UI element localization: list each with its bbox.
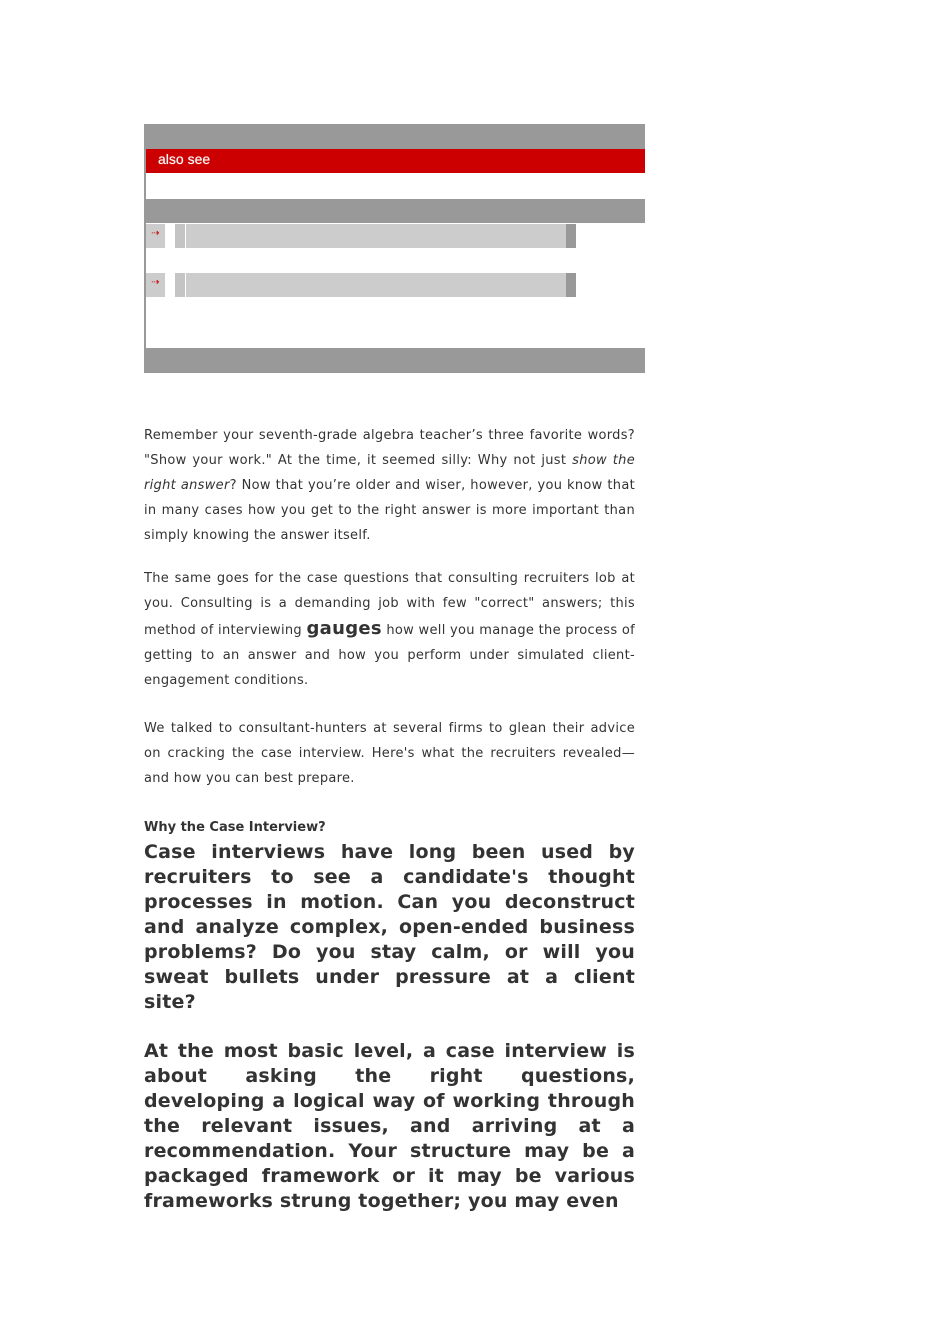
left-rule	[144, 149, 146, 373]
link-placeholder[interactable]	[186, 224, 566, 248]
section-why	[144, 818, 635, 838]
case-text-a: The same goes for the case questions that consulting recruiters lob at you. Consulting is a demanding job with few "correct" answers; this method of interviewing	[144, 571, 635, 638]
link-lead-cell	[175, 273, 185, 297]
bold-text-2: At the most basic level, a case interview is about asking the right questions, developing a logical way of working through the relevant issues, and arriving at a recommendation. Your structure may be a packaged framework or it may be various frameworks strung together; you may even	[144, 1040, 635, 1212]
arrow-icon: ⇢	[146, 224, 165, 248]
also-see-header	[146, 149, 645, 173]
intro-emphasis: show the right answer	[144, 453, 635, 493]
section-bar	[146, 199, 645, 223]
top-bar	[144, 124, 645, 149]
related-link-1[interactable]	[144, 224, 584, 248]
paragraph-intro	[144, 423, 635, 548]
link-lead-cell	[175, 224, 185, 248]
arrow-icon: ⇢	[146, 273, 165, 297]
gauges-word: gauges	[306, 618, 382, 639]
paragraph-case-questions	[144, 566, 635, 693]
also-see-box	[144, 124, 645, 373]
bold-text-1: Case interviews have long been used by recruiters to see a candidate's thought processes in motion. Can you deconstruct and analyze complex, open-ended business problems? Do you stay calm, or will you sweat bullets under pressure at a client site?	[144, 841, 635, 1013]
also-see-title: also see	[158, 151, 211, 167]
related-link-2[interactable]	[144, 273, 584, 297]
bold-paragraph-2	[144, 1039, 635, 1214]
recruiters-text: We talked to consultant-hunters at several firms to glean their advice on cracking the case interview. Here's what the recruiters revealed—and how you can best prepare.	[144, 721, 635, 786]
link-placeholder[interactable]	[186, 273, 566, 297]
bottom-bar	[144, 348, 645, 373]
paragraph-recruiters	[144, 716, 635, 791]
intro-text-b: ? Now that you’re older and wiser, however, you know that in many cases how you get to the right answer is more important than simply knowing the answer itself.	[144, 478, 635, 543]
intro-text-a: Remember your seventh-grade algebra teacher’s three favorite words? "Show your work." At the time, it seemed silly: Why not just	[144, 428, 635, 468]
case-text-b: how well you manage the process of getting to an answer and how you perform under simulated client-engagement conditions.	[144, 623, 635, 688]
bold-paragraph-1	[144, 840, 635, 1015]
link-end-cell	[566, 224, 576, 248]
section-heading: Why the Case Interview?	[144, 820, 326, 835]
link-end-cell	[566, 273, 576, 297]
